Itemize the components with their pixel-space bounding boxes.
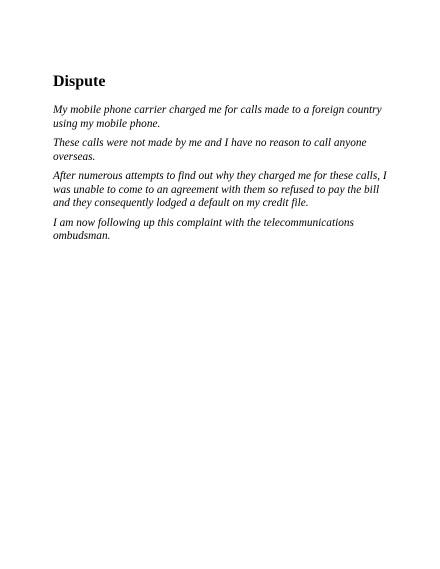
paragraph-attempts-and-default	[53, 170, 393, 211]
paragraph-line: My mobile phone carrier charged me for calls made to a foreign country	[53, 104, 382, 116]
document-content	[53, 72, 393, 250]
paragraph-line: was unable to come to an agreement with them so refused to pay the bill	[53, 183, 380, 196]
paragraph-line: ombudsman.	[53, 230, 111, 242]
paragraph-line: After numerous attempts to find out why they charged me for these calls, I	[53, 170, 387, 182]
paragraph-line: I am now following up this complaint with the telecommunications	[53, 216, 354, 229]
paragraph-calls-not-made	[53, 137, 393, 164]
paragraph-line: overseas.	[53, 150, 96, 163]
paragraph-carrier-charges	[53, 104, 393, 131]
paragraph-line: These calls were not made by me and I have no reason to call anyone	[53, 137, 367, 149]
paragraph-ombudsman-followup	[53, 217, 393, 244]
paragraph-line: and they consequently lodged a default on my credit file.	[53, 197, 309, 209]
document-title: Dispute	[53, 73, 106, 90]
paragraph-line: using my mobile phone.	[53, 117, 161, 130]
